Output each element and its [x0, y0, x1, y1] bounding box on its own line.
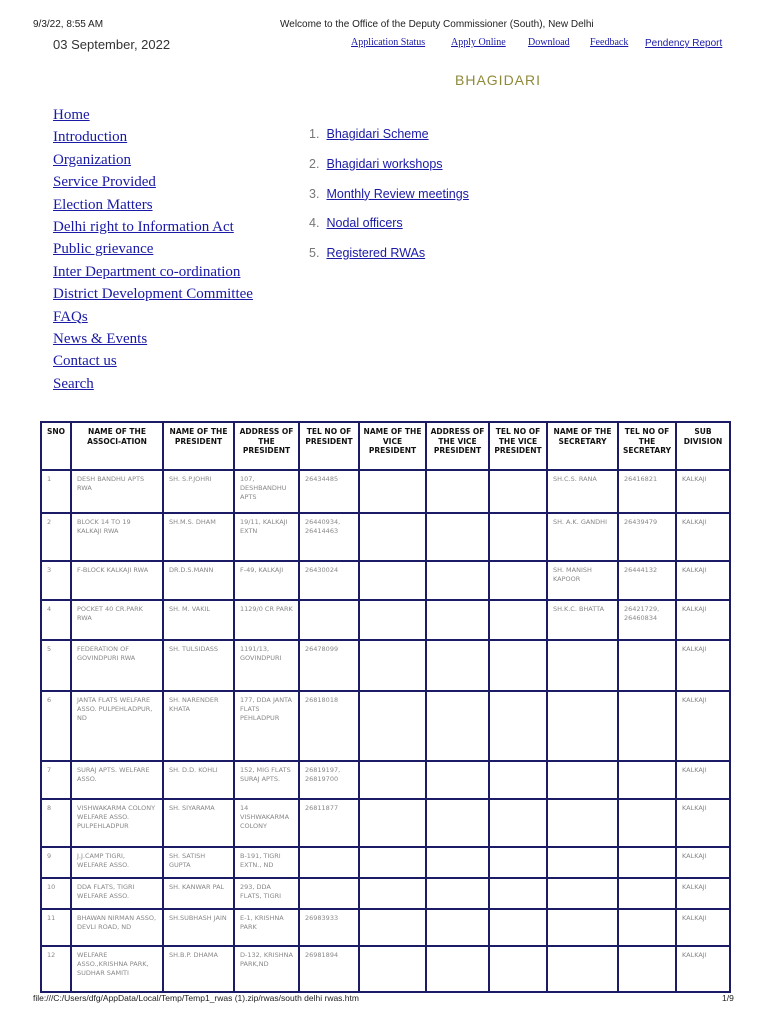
- cell-vice-president-tel: [489, 909, 547, 946]
- cell-sno: 9: [41, 847, 71, 878]
- col-header-vice-president-tel: TEL NO OF THE VICE PRESIDENT: [489, 422, 547, 470]
- nav-ddc[interactable]: District Development Committee: [53, 286, 253, 303]
- col-header-vice-president-address: ADDRESS OF THE VICE PRESIDENT: [426, 422, 489, 470]
- cell-sno: 5: [41, 640, 71, 691]
- cell-president: SH.B.P. DHAMA: [163, 946, 234, 992]
- cell-vice-president-address: [426, 761, 489, 799]
- print-datetime: 9/3/22, 8:55 AM: [33, 19, 104, 30]
- cell-vice-president-tel: [489, 640, 547, 691]
- section-title: BHAGIDARI: [455, 72, 542, 88]
- cell-secretary: [547, 847, 618, 878]
- cell-vice-president-address: [426, 878, 489, 909]
- cell-vice-president: [359, 946, 426, 992]
- cell-president-tel: 26430024: [299, 561, 359, 600]
- cell-president-address: 19/11, KALKAJI EXTN: [234, 513, 299, 561]
- cell-sub-division: KALKAJI: [676, 470, 730, 513]
- cell-vice-president-address: [426, 470, 489, 513]
- registered-rwas-link[interactable]: Registered RWAs: [326, 246, 426, 261]
- cell-vice-president-address: [426, 600, 489, 640]
- cell-vice-president-tel: [489, 847, 547, 878]
- cell-secretary: [547, 799, 618, 847]
- cell-association: VISHWAKARMA COLONY WELFARE ASSO. PULPEHLADPUR: [71, 799, 163, 847]
- table-row: [41, 600, 730, 640]
- cell-secretary: SH.C.S. RANA: [547, 470, 618, 513]
- table-row: [41, 470, 730, 513]
- cell-secretary-tel: 26439479: [618, 513, 676, 561]
- table-row: [41, 513, 730, 561]
- monthly-review-meetings-link[interactable]: Monthly Review meetings: [326, 186, 469, 201]
- table-row: [41, 946, 730, 992]
- cell-vice-president-address: [426, 799, 489, 847]
- cell-secretary-tel: [618, 909, 676, 946]
- cell-president-tel: 26818018: [299, 691, 359, 761]
- cell-sub-division: KALKAJI: [676, 946, 730, 992]
- table-row: [41, 761, 730, 799]
- cell-president-tel: 26811877: [299, 799, 359, 847]
- cell-sub-division: KALKAJI: [676, 799, 730, 847]
- cell-president-address: 14 VISHWAKARMA COLONY: [234, 799, 299, 847]
- cell-sub-division: KALKAJI: [676, 561, 730, 600]
- download-link[interactable]: Download: [528, 37, 570, 48]
- cell-president-tel: 26478099: [299, 640, 359, 691]
- pendency-report-link[interactable]: Pendency Report: [645, 38, 723, 49]
- cell-vice-president-tel: [489, 470, 547, 513]
- cell-president-address: E-1, KRISHNA PARK: [234, 909, 299, 946]
- cell-secretary-tel: [618, 946, 676, 992]
- cell-vice-president: [359, 691, 426, 761]
- cell-vice-president: [359, 878, 426, 909]
- cell-sub-division: KALKAJI: [676, 909, 730, 946]
- cell-sub-division: KALKAJI: [676, 691, 730, 761]
- cell-sub-division: KALKAJI: [676, 600, 730, 640]
- nav-faqs[interactable]: FAQs: [53, 308, 88, 325]
- cell-sub-division: KALKAJI: [676, 513, 730, 561]
- cell-vice-president-tel: [489, 878, 547, 909]
- table-row: [41, 878, 730, 909]
- cell-secretary: [547, 761, 618, 799]
- feedback-link[interactable]: Feedback: [590, 37, 629, 48]
- list-number: 3.: [309, 186, 320, 201]
- cell-sno: 8: [41, 799, 71, 847]
- cell-sno: 6: [41, 691, 71, 761]
- col-header-president-address: ADDRESS OF THE PRESIDENT: [234, 422, 299, 470]
- cell-secretary-tel: [618, 640, 676, 691]
- cell-secretary: [547, 946, 618, 992]
- application-status-link[interactable]: Application Status: [351, 37, 426, 48]
- rwa-table: [40, 421, 731, 993]
- cell-secretary: [547, 878, 618, 909]
- col-header-president-tel: TEL NO OF PRESIDENT: [299, 422, 359, 470]
- cell-secretary: SH. A.K. GANDHI: [547, 513, 618, 561]
- cell-secretary: [547, 640, 618, 691]
- cell-president-address: 107, DESHBANDHU APTS: [234, 470, 299, 513]
- cell-vice-president-tel: [489, 761, 547, 799]
- cell-association: FEDERATION OF GOVINDPURI RWA: [71, 640, 163, 691]
- cell-secretary-tel: 26416821: [618, 470, 676, 513]
- nav-organization[interactable]: Organization: [53, 151, 132, 168]
- cell-vice-president: [359, 470, 426, 513]
- cell-president: SH. SIYARAMA: [163, 799, 234, 847]
- cell-vice-president-address: [426, 513, 489, 561]
- cell-president: SH. TULSIDASS: [163, 640, 234, 691]
- cell-sno: 3: [41, 561, 71, 600]
- col-header-sno: SNO: [41, 422, 71, 470]
- col-header-sub-division: SUB DIVISION: [676, 422, 730, 470]
- cell-sno: 2: [41, 513, 71, 561]
- nav-public-grievance[interactable]: Public grievance: [53, 241, 154, 258]
- nav-introduction[interactable]: Introduction: [53, 129, 128, 146]
- cell-secretary: SH.K.C. BHATTA: [547, 600, 618, 640]
- cell-president-tel: [299, 847, 359, 878]
- cell-president-address: B-191, TIGRI EXTN., ND: [234, 847, 299, 878]
- cell-secretary: SH. MANISH KAPOOR: [547, 561, 618, 600]
- table-header-row: [41, 422, 730, 470]
- cell-president-tel: 26981894: [299, 946, 359, 992]
- cell-president-tel: [299, 600, 359, 640]
- table-row: [41, 561, 730, 600]
- cell-president-tel: [299, 878, 359, 909]
- cell-president-address: 1129/0 CR PARK: [234, 600, 299, 640]
- cell-sno: 10: [41, 878, 71, 909]
- cell-association: DESH BANDHU APTS RWA: [71, 470, 163, 513]
- table-row: [41, 847, 730, 878]
- cell-sno: 4: [41, 600, 71, 640]
- cell-president: SH. SATISH GUPTA: [163, 847, 234, 878]
- bhagidari-workshops-link[interactable]: Bhagidari workshops: [326, 156, 443, 171]
- cell-president: SH.SUBHASH JAIN: [163, 909, 234, 946]
- cell-vice-president: [359, 600, 426, 640]
- cell-vice-president-address: [426, 946, 489, 992]
- table-row: [41, 799, 730, 847]
- cell-secretary-tel: [618, 799, 676, 847]
- cell-president: SH. D.D. KOHLI: [163, 761, 234, 799]
- table-body: [41, 470, 730, 992]
- cell-president-address: D-132, KRISHNA PARK,ND: [234, 946, 299, 992]
- cell-secretary: [547, 909, 618, 946]
- cell-association: BLOCK 14 TO 19 KALKAJI RWA: [71, 513, 163, 561]
- cell-president-tel: 26434485: [299, 470, 359, 513]
- col-header-vice-president: NAME OF THE VICE PRESIDENT: [359, 422, 426, 470]
- cell-secretary-tel: 26421729, 26460834: [618, 600, 676, 640]
- cell-secretary-tel: [618, 691, 676, 761]
- table-row: [41, 691, 730, 761]
- cell-secretary: [547, 691, 618, 761]
- cell-president-tel: 26440934, 26414463: [299, 513, 359, 561]
- footer-page-number: 1/9: [722, 993, 734, 1003]
- list-item: [309, 155, 469, 185]
- cell-secretary-tel: 26444132: [618, 561, 676, 600]
- cell-sub-division: KALKAJI: [676, 640, 730, 691]
- nav-search[interactable]: Search: [53, 375, 94, 392]
- cell-vice-president-tel: [489, 561, 547, 600]
- cell-association: SURAJ APTS. WELFARE ASSO.: [71, 761, 163, 799]
- list-number: 5.: [309, 246, 320, 261]
- cell-president-address: 293, DDA FLATS, TIGRI: [234, 878, 299, 909]
- list-number: 2.: [309, 156, 320, 171]
- cell-vice-president: [359, 640, 426, 691]
- list-number: 4.: [309, 216, 320, 231]
- cell-secretary-tel: [618, 761, 676, 799]
- col-header-secretary-tel: TEL NO OF THE SECRETARY: [618, 422, 676, 470]
- cell-vice-president-address: [426, 847, 489, 878]
- cell-secretary-tel: [618, 878, 676, 909]
- cell-association: POCKET 40 CR.PARK RWA: [71, 600, 163, 640]
- cell-president: SH. M. VAKIL: [163, 600, 234, 640]
- print-page-title: Welcome to the Office of the Deputy Commissioner (South), New Delhi: [280, 19, 594, 30]
- current-date: 03 September, 2022: [53, 37, 171, 52]
- nav-inter-department[interactable]: Inter Department co-ordination: [53, 263, 241, 280]
- col-header-president: NAME OF THE PRESIDENT: [163, 422, 234, 470]
- list-item: [309, 244, 469, 274]
- cell-vice-president: [359, 561, 426, 600]
- cell-association: F-BLOCK KALKAJI RWA: [71, 561, 163, 600]
- cell-vice-president: [359, 513, 426, 561]
- cell-vice-president-tel: [489, 600, 547, 640]
- cell-secretary-tel: [618, 847, 676, 878]
- bhagidari-scheme-link[interactable]: Bhagidari Scheme: [326, 127, 429, 141]
- cell-vice-president: [359, 761, 426, 799]
- cell-association: DDA FLATS, TIGRI WELFARE ASSO.: [71, 878, 163, 909]
- cell-president-address: 1191/13, GOVINDPURI: [234, 640, 299, 691]
- footer-file-path: file:///C:/Users/dfg/AppData/Local/Temp/Temp1_rwas (1).zip/rwas/south delhi rwas.htm: [33, 993, 359, 1003]
- list-item: [309, 214, 469, 244]
- cell-president-address: 152, MIG FLATS SURAJ APTS.: [234, 761, 299, 799]
- cell-sub-division: KALKAJI: [676, 878, 730, 909]
- nav-home[interactable]: Home: [53, 107, 90, 123]
- cell-vice-president: [359, 847, 426, 878]
- cell-president-tel: 26819197, 26819700: [299, 761, 359, 799]
- cell-president: SH. S.P.JOHRI: [163, 470, 234, 513]
- cell-president: SH.M.S. DHAM: [163, 513, 234, 561]
- cell-association: J.J.CAMP TIGRI, WELFARE ASSO.: [71, 847, 163, 878]
- cell-sno: 12: [41, 946, 71, 992]
- cell-vice-president-address: [426, 561, 489, 600]
- cell-president: SH. NARENDER KHATA: [163, 691, 234, 761]
- cell-vice-president-address: [426, 909, 489, 946]
- cell-president-address: 177, DDA JANTA FLATS PEHLADPUR: [234, 691, 299, 761]
- nav-news-events[interactable]: News & Events: [53, 330, 148, 347]
- nav-contact-us[interactable]: Contact us: [53, 353, 117, 370]
- cell-sub-division: KALKAJI: [676, 761, 730, 799]
- cell-vice-president: [359, 799, 426, 847]
- cell-sub-division: KALKAJI: [676, 847, 730, 878]
- cell-vice-president-address: [426, 640, 489, 691]
- bhagidari-list: [309, 125, 469, 274]
- cell-president: DR.D.S.MANN: [163, 561, 234, 600]
- cell-vice-president-tel: [489, 799, 547, 847]
- cell-sno: 7: [41, 761, 71, 799]
- cell-vice-president: [359, 909, 426, 946]
- cell-president-address: F-49, KALKAJI: [234, 561, 299, 600]
- cell-sno: 11: [41, 909, 71, 946]
- list-item: [309, 185, 469, 215]
- nav-election-matters[interactable]: Election Matters: [53, 196, 153, 213]
- cell-association: WELFARE ASSO.,KRISHNA PARK, SUDHAR SAMITI: [71, 946, 163, 992]
- cell-vice-president-address: [426, 691, 489, 761]
- cell-association: BHAWAN NIRMAN ASSO, DEVLI ROAD, ND: [71, 909, 163, 946]
- cell-vice-president-tel: [489, 946, 547, 992]
- nodal-officers-link[interactable]: Nodal officers: [326, 216, 403, 231]
- left-navigation: [53, 105, 253, 396]
- cell-association: JANTA FLATS WELFARE ASSO. PULPEHLADPUR, ND: [71, 691, 163, 761]
- apply-online-link[interactable]: Apply Online: [451, 37, 506, 48]
- nav-service-provided[interactable]: Service Provided: [53, 174, 156, 191]
- col-header-association: NAME OF THE ASSOCI-ATION: [71, 422, 163, 470]
- list-item: [309, 125, 469, 155]
- cell-sno: 1: [41, 470, 71, 513]
- cell-vice-president-tel: [489, 691, 547, 761]
- col-header-secretary: NAME OF THE SECRETARY: [547, 422, 618, 470]
- cell-president: SH. KANWAR PAL: [163, 878, 234, 909]
- cell-vice-president-tel: [489, 513, 547, 561]
- nav-rti-act[interactable]: Delhi right to Information Act: [53, 218, 234, 235]
- cell-president-tel: 26983933: [299, 909, 359, 946]
- list-number: 1.: [309, 127, 320, 141]
- table-row: [41, 640, 730, 691]
- table-row: [41, 909, 730, 946]
